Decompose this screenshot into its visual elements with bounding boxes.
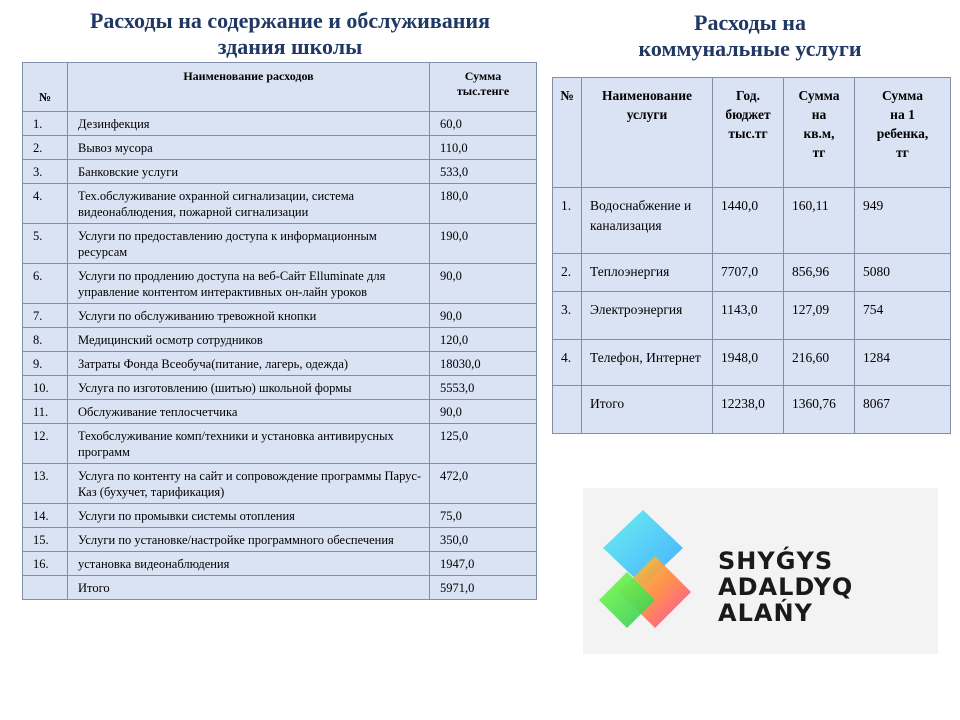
cell-num: 8. — [23, 328, 68, 352]
header-per-sqm-line2: на — [811, 107, 827, 122]
header-per-sqm-line1: Сумма — [798, 88, 840, 103]
cell-name: Техобслуживание комп/техники и установка антивирусных программ — [68, 424, 430, 464]
cell-name: Итого — [68, 576, 430, 600]
cell-sum: 5553,0 — [430, 376, 537, 400]
cell-name: Вывоз мусора — [68, 136, 430, 160]
cell-name: Телефон, Интернет — [582, 340, 713, 386]
header-budget-line2: бюджет — [725, 107, 771, 122]
cell-name: Услуги по обслуживанию тревожной кнопки — [68, 304, 430, 328]
header-name-line1: Наименование — [602, 88, 692, 103]
header-name-line2: услуги — [626, 107, 668, 122]
cell-name: Теплоэнергия — [582, 254, 713, 292]
table-row — [23, 352, 537, 376]
cell-per-sqm: 856,96 — [784, 254, 855, 292]
header-sum-line2: тыс.тенге — [456, 84, 510, 98]
cell-budget: 1440,0 — [713, 188, 784, 254]
cell-num: 3. — [553, 292, 582, 340]
cell-num: 1. — [23, 112, 68, 136]
table-row — [553, 188, 951, 254]
cell-budget: 1948,0 — [713, 340, 784, 386]
logo-mark-icon — [583, 488, 718, 654]
cell-sum: 60,0 — [430, 112, 537, 136]
cell-per-sqm: 160,11 — [784, 188, 855, 254]
header-budget-line1: Год. — [736, 88, 760, 103]
table-row — [23, 328, 537, 352]
right-title-line1: Расходы на — [694, 10, 806, 35]
cell-sum: 180,0 — [430, 184, 537, 224]
cell-name: установка видеонаблюдения — [68, 552, 430, 576]
table-row — [23, 528, 537, 552]
cell-per-child: 8067 — [855, 386, 951, 434]
cell-sum: 472,0 — [430, 464, 537, 504]
cell-name: Услуга по контенту на сайт и сопровождение программы Парус-Каз (бухучет, тарификация) — [68, 464, 430, 504]
table-row — [23, 224, 537, 264]
table-header-row — [23, 63, 537, 112]
cell-num — [23, 576, 68, 600]
table-row — [553, 254, 951, 292]
cell-per-sqm: 127,09 — [784, 292, 855, 340]
table-header-row — [553, 78, 951, 188]
header-sum — [430, 63, 537, 112]
right-title-line2: коммунальные услуги — [638, 36, 862, 61]
cell-sum: 18030,0 — [430, 352, 537, 376]
cell-sum: 110,0 — [430, 136, 537, 160]
cell-budget: 1143,0 — [713, 292, 784, 340]
cell-sum: 533,0 — [430, 160, 537, 184]
utilities-expenses-table — [552, 77, 951, 434]
cell-name: Услуги по установке/настройке программного обеспечения — [68, 528, 430, 552]
header-budget-line3: тыс.тг — [728, 126, 768, 141]
cell-num: 4. — [23, 184, 68, 224]
cell-sum: 120,0 — [430, 328, 537, 352]
cell-name: Дезинфекция — [68, 112, 430, 136]
cell-name: Затраты Фонда Всеобуча(питание, лагерь, одежда) — [68, 352, 430, 376]
cell-num: 16. — [23, 552, 68, 576]
table-row — [23, 160, 537, 184]
header-num: № — [553, 78, 582, 188]
cell-name: Банковские услуги — [68, 160, 430, 184]
header-sum-line1: Сумма — [464, 69, 502, 83]
table-row — [23, 504, 537, 528]
cell-sum: 125,0 — [430, 424, 537, 464]
header-num: № — [23, 63, 68, 112]
table-row — [23, 376, 537, 400]
maintenance-expenses-body — [23, 112, 537, 600]
table-row — [553, 386, 951, 434]
cell-budget: 7707,0 — [713, 254, 784, 292]
header-per-child-line1: Сумма — [881, 88, 924, 103]
left-title-line2: здания школы — [217, 34, 363, 59]
cell-name: Водоснабжение и канализация — [582, 188, 713, 254]
table-row — [23, 136, 537, 160]
cell-sum: 5971,0 — [430, 576, 537, 600]
header-per-sqm-line4: тг — [812, 145, 826, 160]
table-row — [23, 552, 537, 576]
table-row — [23, 264, 537, 304]
cell-num: 6. — [23, 264, 68, 304]
cell-name: Услуги по продлению доступа на веб-Сайт Elluminate для управление контентом интерактивных он-лайн уроков — [68, 264, 430, 304]
cell-name: Обслуживание теплосчетчика — [68, 400, 430, 424]
cell-num: 9. — [23, 352, 68, 376]
cell-num: 2. — [23, 136, 68, 160]
header-budget — [713, 78, 784, 188]
header-name — [582, 78, 713, 188]
right-title — [560, 10, 940, 62]
cell-num: 11. — [23, 400, 68, 424]
cell-budget: 12238,0 — [713, 386, 784, 434]
cell-sum: 90,0 — [430, 400, 537, 424]
cell-sum: 1947,0 — [430, 552, 537, 576]
cell-name: Итого — [582, 386, 713, 434]
cell-name: Услуги по промывки системы отопления — [68, 504, 430, 528]
cell-per-sqm: 1360,76 — [784, 386, 855, 434]
cell-num: 10. — [23, 376, 68, 400]
maintenance-expenses-table — [22, 62, 537, 600]
left-title-line1: Расходы на содержание и обслуживания — [89, 8, 490, 33]
table-row — [23, 576, 537, 600]
cell-per-child: 949 — [855, 188, 951, 254]
cell-name: Медицинский осмотр сотрудников — [68, 328, 430, 352]
header-per-sqm — [784, 78, 855, 188]
cell-per-sqm: 216,60 — [784, 340, 855, 386]
cell-per-child: 5080 — [855, 254, 951, 292]
table-row — [553, 292, 951, 340]
utilities-expenses-body — [553, 188, 951, 434]
cell-sum: 90,0 — [430, 304, 537, 328]
logo-line1: SHYǴYS — [718, 547, 834, 575]
cell-sum: 190,0 — [430, 224, 537, 264]
cell-num: 14. — [23, 504, 68, 528]
cell-num: 2. — [553, 254, 582, 292]
cell-name: Электроэнергия — [582, 292, 713, 340]
header-per-child-line4: тг — [896, 145, 909, 160]
left-title — [30, 8, 550, 60]
cell-name: Тех.обслуживание охранной сигнализации, система видеонаблюдения, пожарной сигнализации — [68, 184, 430, 224]
header-per-child-line2: на 1 — [890, 107, 915, 122]
cell-sum: 90,0 — [430, 264, 537, 304]
header-name: Наименование расходов — [68, 63, 430, 112]
logo-line2: ADALDYQ ALAŃY — [718, 573, 854, 627]
cell-sum: 75,0 — [430, 504, 537, 528]
cell-name: Услуги по предоставлению доступа к информационным ресурсам — [68, 224, 430, 264]
cell-num: 13. — [23, 464, 68, 504]
table-row — [23, 400, 537, 424]
cell-name: Услуга по изготовлению (шитью) школьной формы — [68, 376, 430, 400]
cell-num: 3. — [23, 160, 68, 184]
cell-num: 15. — [23, 528, 68, 552]
cell-num: 5. — [23, 224, 68, 264]
table-row — [23, 112, 537, 136]
header-per-sqm-line3: кв.м, — [803, 126, 835, 141]
cell-num: 12. — [23, 424, 68, 464]
cell-num: 7. — [23, 304, 68, 328]
header-per-child — [855, 78, 951, 188]
table-row — [23, 464, 537, 504]
table-row — [23, 304, 537, 328]
logo-banner — [583, 488, 938, 654]
cell-num: 4. — [553, 340, 582, 386]
cell-num: 1. — [553, 188, 582, 254]
cell-sum: 350,0 — [430, 528, 537, 552]
header-per-child-line3: ребенка, — [876, 126, 929, 141]
table-row — [553, 340, 951, 386]
table-row — [23, 424, 537, 464]
logo-wordmark — [718, 548, 938, 626]
cell-num — [553, 386, 582, 434]
cell-per-child: 754 — [855, 292, 951, 340]
table-row — [23, 184, 537, 224]
cell-per-child: 1284 — [855, 340, 951, 386]
